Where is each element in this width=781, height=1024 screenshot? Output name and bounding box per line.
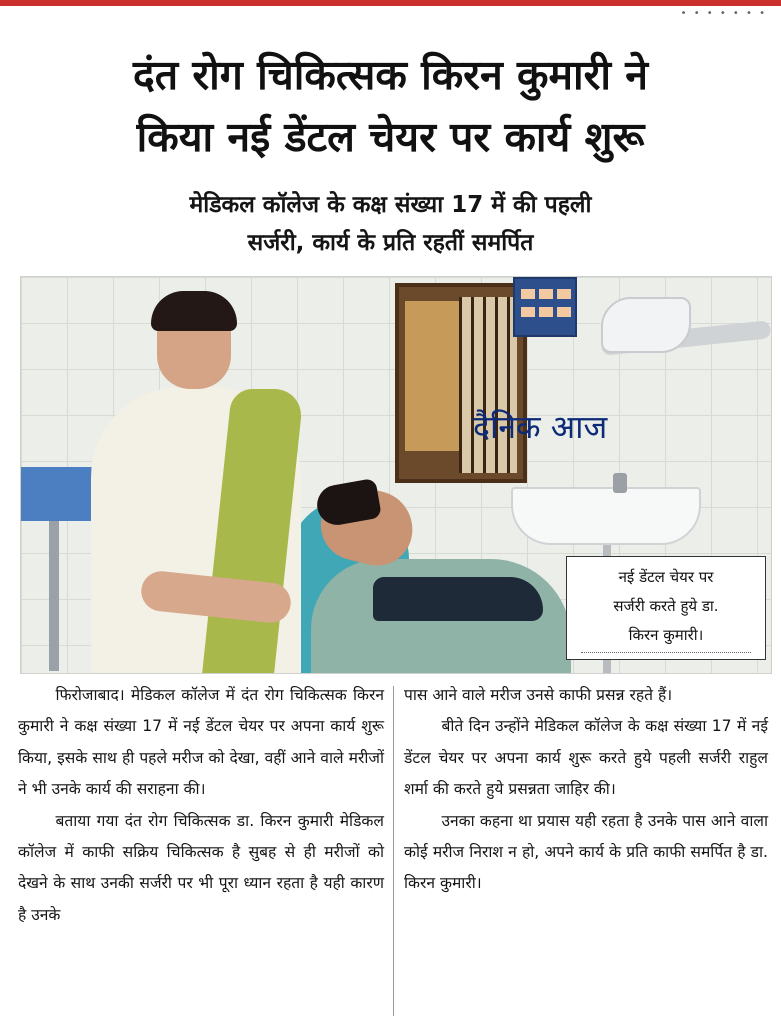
wall-poster (513, 277, 577, 337)
caption-line-1: नई डेंटल चेयर पर (618, 568, 714, 586)
article-column-left (18, 680, 384, 931)
photo-caption (566, 556, 766, 660)
top-red-rule (0, 0, 781, 6)
article-paragraph: बताया गया दंत रोग चिकित्सक डा. किरन कुमारी मेडिकल कॉलेज में काफी सक्रिय चिकित्सक है सुबह से ही मरीजों को देखने के साथ उनकी सर्जरी पर भी पूरा ध्यान रहता है यही कारण है उनके (18, 811, 384, 924)
article-paragraph: पास आने वाले मरीज उनसे काफी प्रसन्न रहते हैं। (404, 686, 673, 704)
window-grille (395, 283, 527, 483)
headline-line-2: किया नई डेंटल चेयर पर कार्य शुरू (136, 113, 645, 161)
headline-line-1: दंत रोग चिकित्सक किरन कुमारी ने (132, 51, 649, 99)
article-paragraph: फिरोजाबाद। मेडिकल कॉलेज में दंत रोग चिकित्सक किरन कुमारी ने कक्ष संख्या 17 में नई डेंटल चेयर पर अपना कार्य शुरू किया, इसके साथ ही पहले मरीज को देखा, वहीं आने वाले मरीजों ने भी उनके कार्य की सराहना की। (18, 686, 384, 799)
tap (613, 473, 627, 493)
subheadline (0, 186, 781, 262)
subheadline-line-2: सर्जरी, कार्य के प्रति रहतीं समर्पित (247, 230, 534, 256)
header-dots: • • • • • • • (680, 8, 767, 19)
dental-lamp (581, 277, 772, 387)
headline (0, 44, 781, 168)
article-column-right (404, 680, 768, 900)
wash-basin (511, 487, 701, 545)
article-paragraph: बीते दिन उन्होंने मेडिकल कॉलेज के कक्ष संख्या 17 में नई डेंटल चेयर पर अपना कार्य शुरू करते हुये पहली सर्जरी राहुल शर्मा की करते हुये प्रसन्नता जाहिर की। (404, 717, 768, 799)
column-divider (393, 686, 394, 1016)
article-paragraph: उनका कहना था प्रयास यही रहता है उनके पास आने वाला कोई मरीज निराश न हो, अपने कार्य के प्रति काफी समर्पित है डा. किरन कुमारी। (404, 811, 768, 893)
caption-line-2: सर्जरी करते हुये डा. (613, 597, 719, 615)
caption-line-3: किरन कुमारी। (628, 626, 704, 644)
photo-watermark: दैनिक आज (473, 408, 608, 446)
subheadline-line-1: मेडिकल कॉलेज के कक्ष संख्या 17 में की पहली (189, 192, 592, 218)
